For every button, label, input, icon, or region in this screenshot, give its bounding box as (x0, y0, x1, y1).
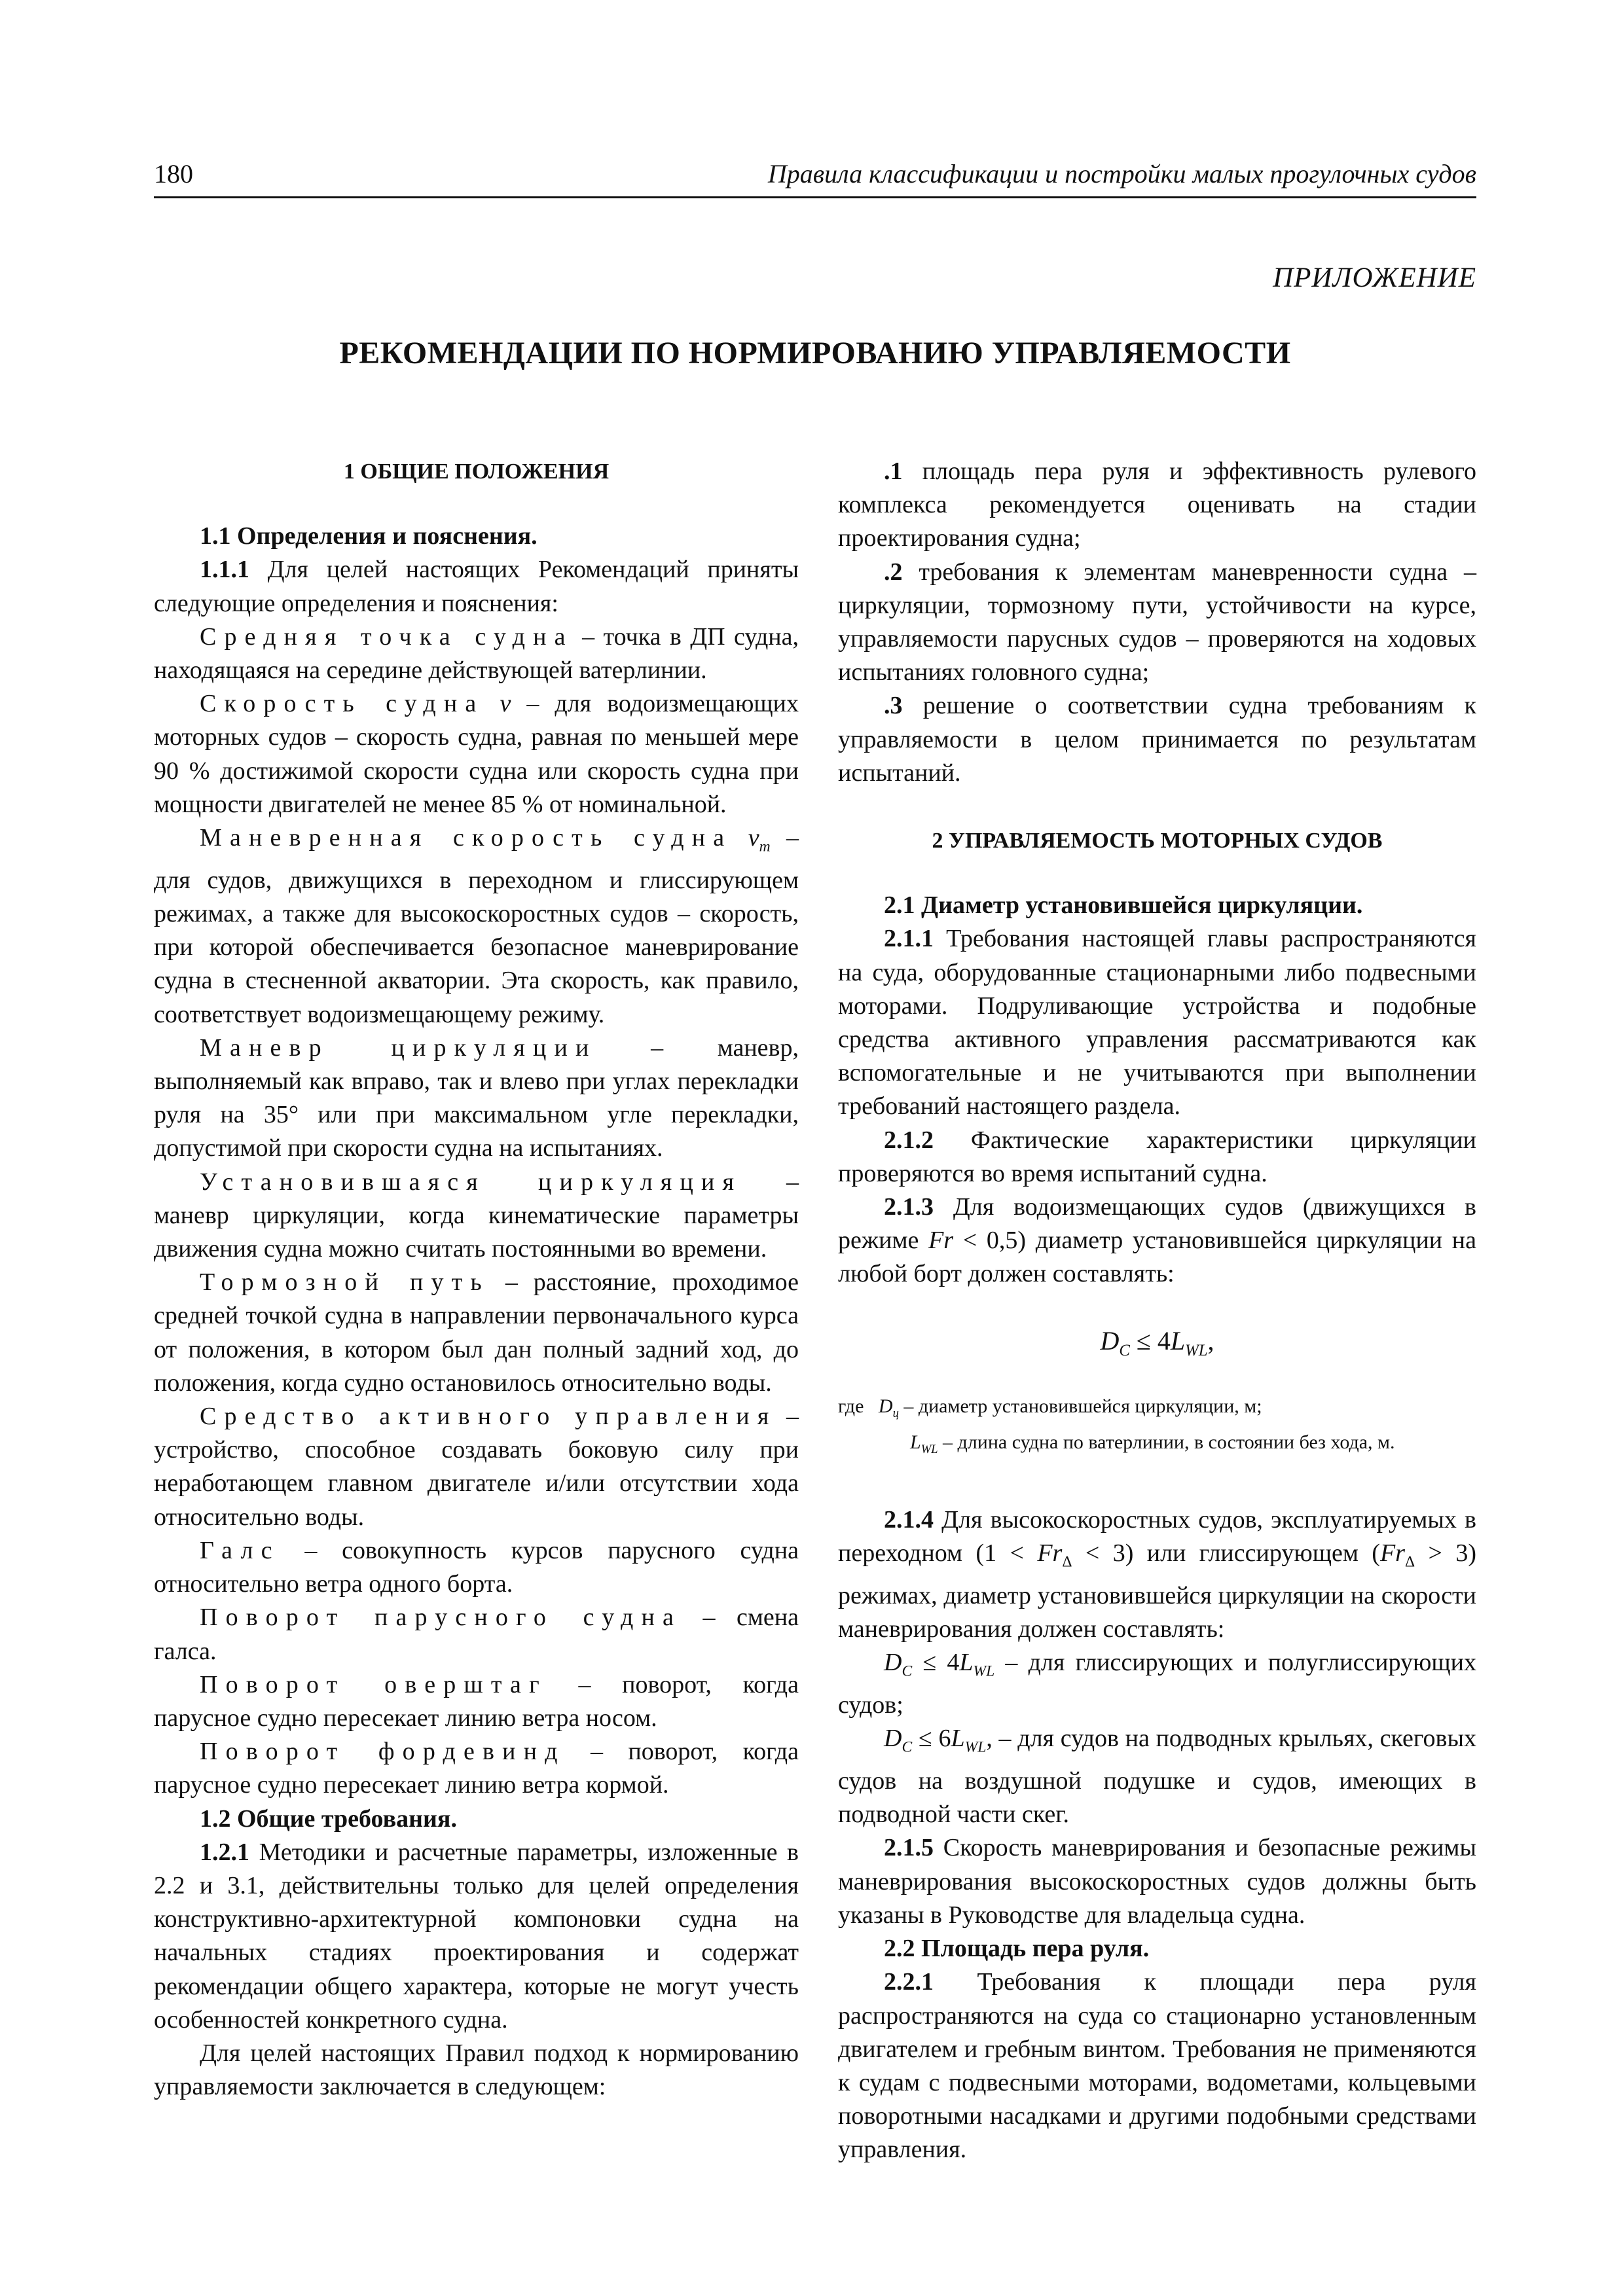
froude-symbol: Fr (1037, 1539, 1063, 1568)
definition-term: Поворот оверштаг (200, 1670, 547, 1698)
legend-symbol: L (910, 1431, 921, 1453)
left-column (154, 455, 799, 2104)
clause-text: < 3) или глиссирующем ( (1072, 1539, 1380, 1568)
definition-text: – смена галса. (154, 1604, 799, 1665)
definition-term: Средство активного управления (200, 1403, 777, 1431)
list-item-number: .1 (884, 457, 903, 485)
subsection-title: 1.2 Общие требования. (200, 1804, 457, 1833)
section-heading-1: 1 ОБЩИЕ ПОЛОЖЕНИЯ (343, 459, 610, 484)
subsection-1-1 (154, 520, 799, 553)
criterion-text: – для глиссирующих и полуглиссирующих судов; (838, 1649, 1476, 1719)
definition-text: – поворот, когда парусное судно пересекает линию ветра носом. (154, 1670, 799, 1732)
definition-text: – маневр, выполняемый как вправо, так и влево при углах перекладки руля на 35° или при максимальном угле перекладки, допустимой при скорости судна на испытаниях. (154, 1033, 799, 1162)
definition-term: Поворот фордевинд (200, 1738, 566, 1766)
formula-diameter (838, 1324, 1476, 1367)
definition-text: – маневр циркуляции, когда кинематические параметры движения судна можно считать постоянными во времени. (154, 1168, 799, 1263)
clause-text: Для целей настоящих Рекомендаций приняты следующие определения и пояснения: (154, 556, 799, 617)
definition-text: – точка в ДП судна, находящаяся на середине действующей ватерлинии. (154, 622, 799, 685)
document-title: РЕКОМЕНДАЦИИ ПО НОРМИРОВАНИЮ УПРАВЛЯЕМОСТИ (339, 336, 1291, 370)
definition-term: Маневренная скорость судна (200, 824, 733, 852)
page-number: 180 (154, 159, 193, 188)
definition-text: – поворот, когда парусное судно пересекает линию ветра кормой. (154, 1738, 799, 1799)
definition-text: – для судов, движущихся в переходном и глиссирующем режимах, а также для высокоскоростных судов – скорость, при которой обеспечивается безопасное маневрирование судна в стесненной акватории. Эта скорость, как правило, соответствует водоизмещающему режиму. (154, 824, 799, 1028)
formula-punct: , (1207, 1325, 1214, 1355)
list-item-text: требования к элементам маневренности судна – циркуляции, тормозному пути, устойчивости на курсе, управляемости парусных судов – проверяются на ходовых испытаниях головного судна; (838, 558, 1476, 687)
paragraph-2-1-5 (838, 1831, 1476, 1932)
paragraph-2-1-2 (838, 1124, 1476, 1191)
clause-number: 2.1.5 (884, 1834, 934, 1862)
math-symbol: v (500, 690, 511, 718)
clause-text: Скорость маневрирования и безопасные режимы маневрирования высокоскоростных судов должны быть указаны в Руководстве для владельца судна. (838, 1834, 1476, 1929)
formula-subscript: C (902, 1662, 913, 1680)
clause-number: 2.1.1 (884, 925, 934, 953)
formula-symbol: D (884, 1725, 902, 1753)
section-heading-2: 2 УПРАВЛЯЕМОСТЬ МОТОРНЫХ СУДОВ (932, 829, 1383, 853)
paragraph-2-1-3 (838, 1191, 1476, 1291)
definition (154, 1735, 799, 1802)
clause-text: Для высокоскоростных судов, эксплуатируемых в переходном (1 < (838, 1505, 1476, 1568)
clause-number: 1.1.1 (200, 556, 249, 584)
subsection-title: 2.2 Площадь пера руля. (884, 1935, 1150, 1963)
formula-subscript: WL (1185, 1341, 1208, 1359)
formula-subscript: WL (964, 1738, 987, 1756)
paragraph-2-2-1 (838, 1965, 1476, 2166)
clause-number: 2.1.3 (884, 1193, 934, 1221)
definition-term: Галс (200, 1536, 280, 1564)
list-item (838, 556, 1476, 690)
definition-term: Поворот парусного судна (200, 1604, 682, 1632)
definition-term: Установившаяся циркуляция (200, 1168, 742, 1196)
formula-symbol: L (1170, 1325, 1186, 1355)
clause-number: 1.2.1 (200, 1838, 249, 1866)
list-item-number: .2 (884, 558, 903, 586)
clause-text: Для водоизмещающих судов (движущихся в режиме (838, 1193, 1476, 1255)
clause-text: < 0,5) диаметр установившейся циркуляции на любой борт должен составлять: (838, 1227, 1476, 1288)
clause-number: 2.2.1 (884, 1968, 934, 1996)
definition (154, 620, 799, 687)
definition (154, 1031, 799, 1166)
clause-text: > 3) режимах, диаметр установившейся циркуляции на скорости маневрирования должен составлять: (838, 1539, 1476, 1643)
formula-legend-line (838, 1392, 1476, 1428)
math-subscript: m (759, 838, 771, 855)
froude-symbol: Fr (928, 1227, 954, 1255)
paragraph-1-2-1 (154, 1836, 799, 2037)
clause-text: Фактические характеристики циркуляции проверяются во время испытаний судна. (838, 1126, 1476, 1187)
definition-term: Маневр циркуляции (200, 1033, 597, 1062)
criterion-text: , – для судов на подводных крыльях, скеговых судов на воздушной подушке и судов, имеющих в подводной части скег. (838, 1725, 1476, 1829)
list-item-number: .3 (884, 692, 903, 720)
formula-subscript: C (1119, 1341, 1130, 1359)
formula-legend-line (838, 1428, 1476, 1464)
math-symbol: v (748, 824, 759, 852)
right-column (838, 455, 1476, 2167)
legend-text: – диаметр установившейся циркуляции, м; (898, 1395, 1262, 1417)
definition (154, 821, 799, 1031)
subsection-2-1 (838, 889, 1476, 922)
clause-text: Требования к площади пера руля распространяются на суда со стационарно установленным двигателем и гребным винтом. Требования не применяются к судам с подвесными моторами, водометами, кольцевыми поворотными насадками и другими подобными средствами управления. (838, 1968, 1476, 2164)
paragraph-2-1-1 (838, 922, 1476, 1123)
definition-term: Средняя точка судна (200, 622, 574, 651)
running-header (154, 156, 1476, 198)
definition (154, 1400, 799, 1534)
legend-symbol: D (878, 1395, 893, 1417)
subsection-title: 1.1 Определения и пояснения. (200, 522, 538, 550)
where-word: где (838, 1395, 864, 1417)
definition (154, 1534, 799, 1601)
paragraph-2-1-4 (838, 1503, 1476, 1646)
appendix-label: ПРИЛОЖЕНИЕ (1273, 262, 1476, 293)
list-item (838, 689, 1476, 790)
clause-number: 2.1.4 (884, 1505, 934, 1534)
running-title: Правила классификации и постройки малых прогулочных судов (767, 159, 1476, 188)
clause-text: Методики и расчетные параметры, изложенные в 2.2 и 3.1, действительны только для целей определения конструктивно-архитектурной компоновки судна на начальных стадиях проектирования и содержат рекомендации общего характера, которые не могут учесть особенностей конкретного судна. (154, 1838, 799, 2034)
legend-subscript: ц (892, 1406, 899, 1420)
formula-symbol: L (951, 1725, 965, 1753)
definition-term: Скорость судна (200, 690, 484, 718)
formula-symbol: D (1100, 1325, 1120, 1355)
paragraph-1-1-1 (154, 553, 799, 620)
formula-symbol: L (959, 1649, 974, 1677)
definition-text: – устройство, способное создавать боковую силу при неработающем главном двигателе и/или отсутствии хода относительно воды. (154, 1403, 799, 1531)
definition-text: – совокупность курсов парусного судна относительно ветра одного борта. (154, 1536, 799, 1598)
legend-subscript: WL (921, 1442, 938, 1456)
formula-operator: ≤ 6 (912, 1725, 951, 1753)
clause-number: 2.1.2 (884, 1126, 934, 1154)
formula-subscript: WL (973, 1662, 995, 1680)
definition (154, 1166, 799, 1266)
definition (154, 1266, 799, 1400)
definition (154, 687, 799, 821)
list-item-text: площадь пера руля и эффективность рулевого комплекса рекомендуется оценивать на стадии проектирования судна; (838, 457, 1476, 552)
definition-term: Тормозной путь (200, 1268, 490, 1297)
clause-text: Требования настоящей главы распространяются на суда, оборудованные стационарными либо подвесными моторами. Подруливающие устройства и подобные средства активного управления рассматриваются как вспомогательные и не учитываются при выполнении требований настоящего раздела. (838, 925, 1476, 1121)
froude-symbol: Fr (1379, 1539, 1405, 1568)
formula-operator: ≤ 4 (1129, 1325, 1171, 1355)
list-item (838, 455, 1476, 556)
froude-subscript: Δ (1404, 1553, 1415, 1571)
subsection-1-2 (154, 1803, 799, 1836)
definition (154, 1601, 799, 1668)
definition-text: – для водоизмещающих моторных судов – скорость судна, равная по меньшей мере 90 % достижимой скорости судна или скорость судна при мощности двигателей не менее 85 % от номинальной. (154, 690, 799, 818)
definition (154, 1668, 799, 1735)
paragraph-approach: Для целей настоящих Правил подход к нормированию управляемости заключается в следующем: (154, 2039, 799, 2101)
formula-symbol: D (884, 1649, 902, 1677)
subsection-2-2 (838, 1932, 1476, 1965)
formula-subscript: C (902, 1738, 913, 1756)
subsection-title: 2.1 Диаметр установившейся циркуляции. (884, 891, 1363, 920)
criterion-planing (838, 1646, 1476, 1722)
definition-text: – расстояние, проходимое средней точкой судна в направлении первоначального курса от положения, в котором был дан полный задний ход, до положения, когда судно остановилось относительно воды. (154, 1268, 799, 1397)
criterion-hydrofoil (838, 1722, 1476, 1831)
froude-subscript: Δ (1062, 1553, 1072, 1571)
legend-text: – длина судна по ватерлинии, в состоянии без хода, м. (938, 1431, 1395, 1453)
formula-operator: ≤ 4 (912, 1649, 960, 1677)
list-item-text: решение о соответствии судна требованиям к управляемости в целом принимается по результатам испытаний. (838, 692, 1476, 787)
